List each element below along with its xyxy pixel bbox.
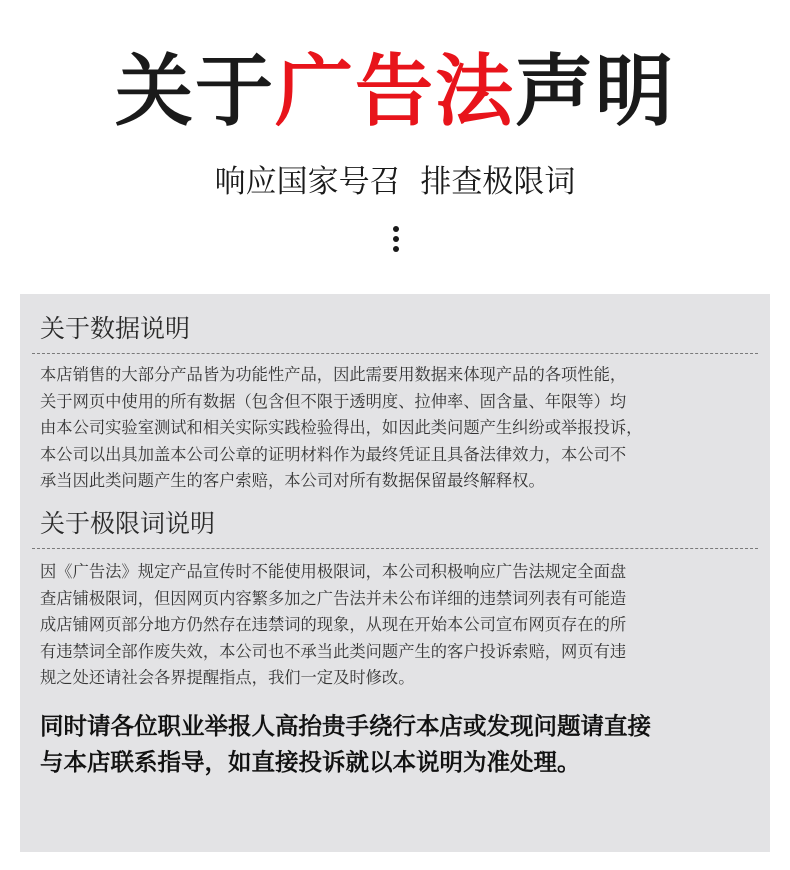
paragraph-line: 本店销售的大部分产品皆为功能性产品，因此需要用数据来体现产品的各项性能， (40, 365, 627, 384)
title-part-about: 关于 (114, 47, 275, 137)
paragraph-line: 查店铺极限词，但因网页内容繁多加之广告法并未公布详细的违禁词列表有可能造 (40, 588, 627, 608)
statement-panel (20, 294, 770, 852)
notice-line: 同时请各位职业举报人高抬贵手绕行本店或发现问题请直接 (40, 712, 651, 740)
notice-line: 与本店联系指导，如直接投诉就以本说明为准处理。 (40, 748, 581, 776)
data-section-paragraph (40, 362, 752, 495)
limit-section-heading: 关于极限词说明 (40, 509, 216, 538)
title-part-ad-law: 广告法 (274, 47, 515, 137)
paragraph-line: 成店铺网页部分地方仍然存在违禁词的现象，从现在开始本公司宣布网页存在的所 (40, 615, 627, 634)
ellipsis-dot (393, 246, 399, 252)
paragraph-line: 关于网页中使用的所有数据（包含但不限于透明度、拉伸率、固含量、年限等）均 (40, 391, 627, 411)
paragraph-line: 有违禁词全部作废失效，本公司也不承当此类问题产生的客户投诉索赔，网页有违 (40, 641, 627, 661)
paragraph-line: 本公司以出具加盖本公司公章的证明材料作为最终凭证且具备法律效力，本公司不 (40, 444, 627, 464)
paragraph-line: 规之处还请社会各界提醒指点，我们一定及时修改。 (40, 668, 415, 687)
data-section-heading: 关于数据说明 (40, 314, 191, 343)
page-subtitle: 响应国家号召 排查极限词 (214, 164, 576, 200)
paragraph-line: 承当因此类问题产生的客户索赔，本公司对所有数据保留最终解释权。 (40, 471, 545, 490)
page-title (0, 42, 790, 142)
title-part-statement: 声明 (515, 47, 676, 137)
reporter-notice (40, 708, 760, 780)
vertical-ellipsis-icon (392, 226, 400, 256)
paragraph-line: 由本公司实验室测试和相关实际实践检验得出，如因此类问题产生纠纷或举报投诉， (40, 418, 643, 437)
section-divider (32, 548, 758, 549)
section-divider (32, 353, 758, 354)
limit-section-paragraph (40, 559, 752, 692)
ellipsis-dot (393, 226, 399, 232)
ellipsis-dot (393, 236, 399, 242)
paragraph-line: 因《广告法》规定产品宣传时不能使用极限词，本公司积极响应广告法规定全面盘 (40, 562, 627, 581)
